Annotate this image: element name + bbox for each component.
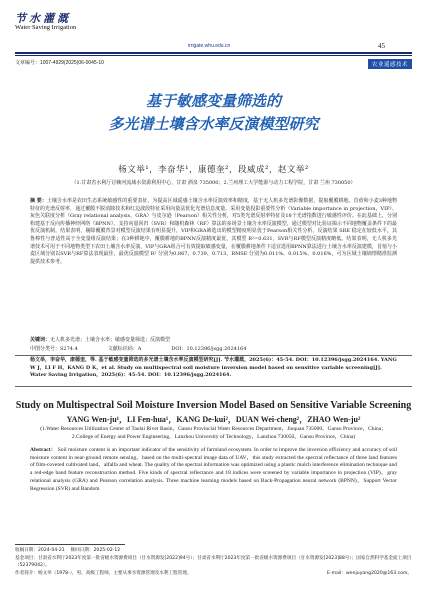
authors-cn: 杨文举¹，李奋华¹，康德奎²，段威成²，赵文举²: [118, 165, 309, 175]
revised-date: 修回日期：2025-02-12: [70, 548, 121, 553]
abstract-en: [30, 447, 397, 493]
author-bio: [15, 570, 412, 577]
affiliation-cn: （1.甘肃省水利厅讨赖河流域水资源利用中心，甘肃 酒泉 735000；2.兰州理工大学能源与动力工程学院，甘肃 兰州 730050）: [71, 180, 356, 186]
journal-url[interactable]: irrigate.whu.edu.cn: [188, 43, 231, 49]
keywords-cn-label: 关键词：: [30, 337, 51, 343]
document-code: 文献标识码：A: [107, 346, 142, 352]
abstract-en-label: Abstract：: [30, 447, 57, 453]
journal-name-en: Water Saving Irrigation: [15, 24, 77, 31]
doi-cn[interactable]: DOI：10.12396/jsgg.2024164: [171, 346, 247, 352]
title-cn-line2: 多光谱土壤含水率反演模型研究: [108, 115, 319, 133]
section-badge: 农业遥感技术: [368, 59, 412, 69]
title-en: Study on Multispectral Soil Moisture Inversion Model Based on Sensitive Variable Screening: [15, 400, 412, 411]
abstract-cn-text: 土壤含水率是农田生态系统敏感性的重要表征，为提高区域遥感土壤含水率反演效率和精度，基于无人机多光谱影像数据，提取覆膜耕地、苜蓿和小麦3种地物特征的光谱反射率，通过覆膜不脱消除技术和红边波段特征采用向量法优化光谱信息度量。采用变量投影重要性分析（Variable importance in projection，VIP）、灰色关联度分析（Gray relational analysis，GRA）与皮尔逊（Pearson）相关性分析，对5类光谱反射率特征及18个光谱指数进行敏感性评价。在此基础上，分别构建基于反向传播神经网络（BPNN）、支持向量回归（SVR）和随机森林（RF）算法的多场景土壤含水率反演模型，通过模型对比验证揭示不同地物覆盖条件下的最优反演机制。结果表明，剔除覆膜背景对模型反演结果有明显提升，VIP和GRA筛选出的模型精度明显优于Pearson相关性分析，反演结果 SRE 稳定在较低水平，其鲁棒性与普适性高于全变量组反演结果；在3种耕地中，覆膜耕地的BPNN反演精度最优，其模型 R²=0.631，SVR与RF模型反演精度略低。结果表明，无人机多光谱技术可用于不同地物类型下农田土壤含水率反演，VIP与GRA组合可有效提取敏感变量，在覆膜耕地条件下适宜选用BPNN算法进行土壤含水率反演建模，苜蓿与小麦区域分别以SVR与RF算法表现最佳，最优反演模型 R² 分别为0.867、0.739、0.713，RMSE 分别为0.011%、0.015%、0.016%，可为区域土壤墒情精准监测提供技术参考。: [30, 198, 397, 265]
author-email[interactable]: E-mail：wenjuyang2020@163.com。: [327, 571, 412, 576]
affiliation-en: (1.Water Resources Utilization Center of Taolai River Basin，Gansu Provincial Water Resources Department，Jiuquan 735000，Gansu Province，China；2.College of Energy and Power Engineering，Lanzhou University of Technology，Lanzhou 730050，Gansu Province，China): [40, 426, 387, 440]
keywords-cn-text: 无人机多光谱；土壤含水率；敏感变量筛选；反演模型: [50, 337, 171, 343]
received-date: 收稿日期：2024-04-21: [15, 548, 65, 553]
classification-line: [30, 345, 397, 352]
abstract-en-text: Soil moisture content is an important indicator of the sensitivity of farmland ecosystem. In order to improve the inversion efficiency and accuracy of soil moisture content in near-ground remote sensing，based on the multi-spectral image data of UAV，this study extracted the spectral reflectance of three land features of film-covered cultivated land，alfalfa and wheat. The quality of the spectral information was optimized using a plastic mulch interference elimination technique and a red-edge band feature reconstruction method. Five kinds of spectral reflectance and 18 indices were screened by variable importance in projection (VIP)，gray relational analysis (GRA) and Pearson correlation analysis. Three machine learning models based on Back-Propagation neural network (BPNN)，Support Vector Regression (SVR) and Random: [30, 447, 397, 492]
authors-en: YANG Wen-ju¹，LI Fen-hua¹，KANG De-kui²，DUAN Wei-cheng²，ZHAO Wen-ju²: [66, 415, 361, 424]
author-bio-text: 作者简介：杨文举（1978-），男，高级工程师，主要从事水资源管理及水利工程管理。: [15, 571, 192, 576]
page-number: 45: [378, 42, 385, 50]
header-rule: [15, 52, 412, 54]
footnote-rule: [15, 544, 125, 545]
clc-number: 中图分类号：S274.4: [30, 346, 78, 352]
abstract-cn-label: 摘 要：: [30, 198, 47, 204]
citation-rule-top: [15, 355, 412, 356]
journal-logo-cn: 节水灌溉: [15, 12, 71, 25]
title-cn-line1: 基于敏感变量筛选的: [145, 92, 281, 110]
abstract-cn: [30, 198, 397, 266]
keywords-cn: [30, 336, 397, 343]
citation-block: 杨文举，李奋华，康德奎，等. 基于敏感变量筛选的多光谱土壤含水率反演模型研究[J]. 节水灌溉，2025(6)：45-54. DOI：10.12396/jsgg.2024164. YANG W J，LI F H，KANG D K，et al. Study on multispectral soil moisture inversion model based on sensitive variable screening[J]. Water Saving Irrigation，2025(6)：45-54. DOI：10.12396/jsgg.2024164.: [30, 357, 397, 378]
header-rule-thin: [15, 55, 412, 56]
funding-note: 基金项目：甘肃省水利厅2023年度第一批省级水资源费项目（甘水资源发[2022]94号）；甘肃省水利厅2023年度第一批省级水资源费项目（甘水资源发[2023]88号）；国家自然科学基金面上项目（52379042）。: [15, 556, 412, 568]
article-number: 文章编号：1007-4929(2025)06-0045-10: [15, 60, 104, 66]
citation-rule-bottom: [15, 386, 412, 387]
received-dates: [15, 547, 412, 554]
